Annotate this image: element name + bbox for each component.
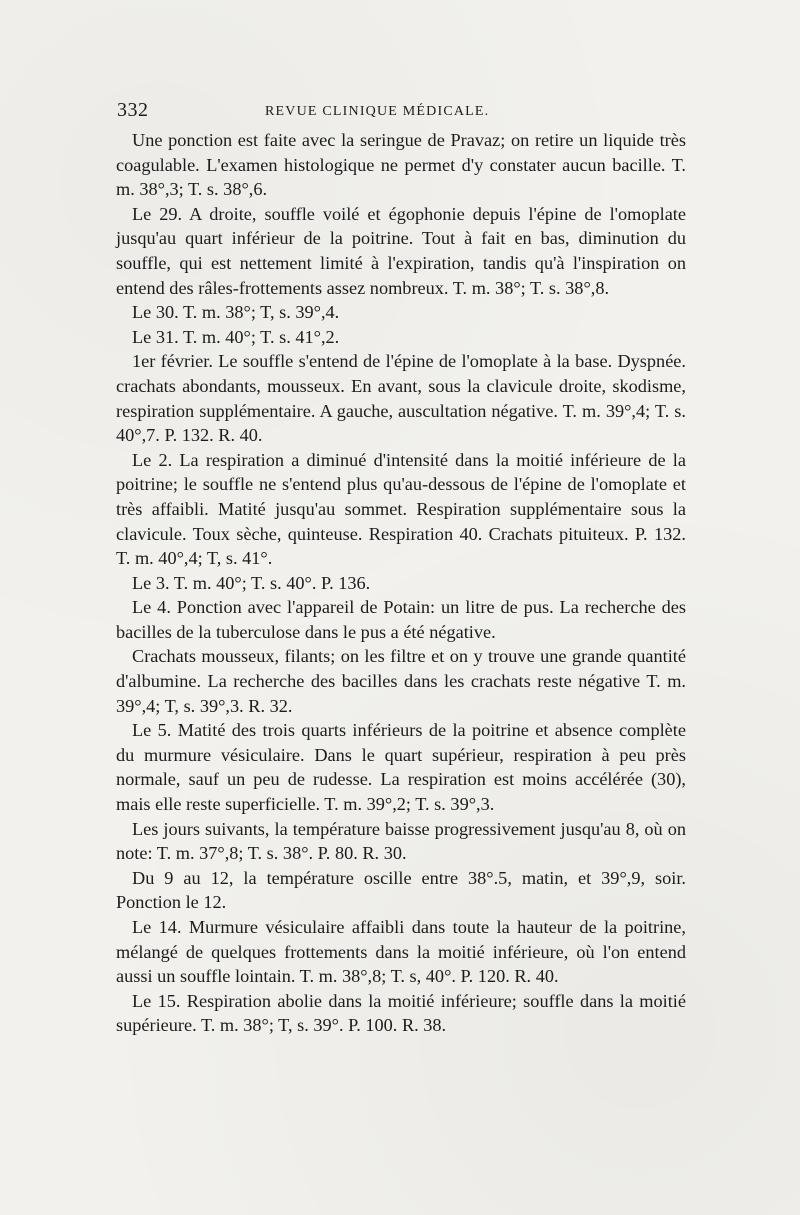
paragraph: Les jours suivants, la température baisse progressivement jusqu'au 8, où on note: T. m. 37°,8; T. s. 38°. P. 80. R. 30.	[116, 818, 686, 864]
paragraph: Le 30. T. m. 38°; T, s. 39°,4.	[132, 302, 340, 323]
body-text	[116, 128, 686, 1038]
paragraph: Crachats mousseux, filants; on les filtre et on y trouve une grande quantité d'albumine. La recherche des bacilles dans les crachats reste négative T. m. 39°,4; T, s. 39°,3. R. 32.	[116, 646, 686, 716]
paragraph: Le 3. T. m. 40°; T. s. 40°. P. 136.	[132, 572, 371, 593]
paragraph: Le 15. Respiration abolie dans la moitié inférieure; souffle dans la moitié supérieure. T. m. 38°; T, s. 39°. P. 100. R. 38.	[116, 990, 686, 1036]
page-number: 332	[117, 99, 149, 121]
paragraph: Le 4. Ponction avec l'appareil de Potain: un litre de pus. La recherche des bacilles de la tuberculose dans le pus a été négative.	[116, 597, 686, 642]
running-title: REVUE CLINIQUE MÉDICALE.	[265, 104, 490, 119]
paragraph: Du 9 au 12, la température oscille entre 38°.5, matin, et 39°,9, soir. Ponction le 12.	[116, 867, 686, 913]
paragraph: Le 31. T. m. 40°; T. s. 41°,2.	[132, 326, 340, 347]
paragraph: Le 29. A droite, souffle voilé et égophonie depuis l'épine de l'omoplate jusqu'au quart inférieur de la poitrine. Tout à fait en bas, diminution du souffle, qui est nettement limité à l'expiration, tandis qu'à l'inspiration on entend des râles-frottements assez nombreux. T. m. 38°; T. s. 38°,8.	[116, 203, 686, 298]
paragraph: Le 5. Matité des trois quarts inférieurs de la poitrine et absence complète du murmure vésiculaire. Dans le quart supérieur, respiration à peu près normale, sauf un peu de rudesse. La respiration est moins accélérée (30), mais elle reste superficielle. T. m. 39°,2; T. s. 39°,3.	[116, 720, 686, 815]
paragraph: Une ponction est faite avec la seringue de Pravaz; on retire un liquide très coagulable. L'examen histologique ne permet d'y constater aucun bacille. T. m. 38°,3; T. s. 38°,6.	[116, 130, 686, 200]
paragraph: 1er février. Le souffle s'entend de l'épine de l'omoplate à la base. Dyspnée. crachats abondants, mousseux. En avant, sous la clavicule droite, skodisme, respiration supplémentaire. A gauche, auscultation négative. T. m. 39°,4; T. s. 40°,7. P. 132. R. 40.	[116, 351, 686, 446]
paragraph: Le 14. Murmure vésiculaire affaibli dans toute la hauteur de la poitrine, mélangé de quelques frottements dans la moitié inférieure, où l'on entend aussi un souffle lointain. T. m. 38°,8; T. s, 40°. P. 120. R. 40.	[116, 917, 686, 987]
paragraph: Le 2. La respiration a diminué d'intensité dans la moitié inférieure de la poitrine; le souffle ne s'entend plus qu'au-dessous de l'épine de l'omoplate et très affaibli. Matité jusqu'au sommet. Respiration supplémentaire sous la clavicule. Toux sèche, quinteuse. Respiration 40. Crachats pituiteux. P. 132. T. m. 40°,4; T, s. 41°.	[116, 449, 686, 569]
page-header	[117, 99, 685, 125]
